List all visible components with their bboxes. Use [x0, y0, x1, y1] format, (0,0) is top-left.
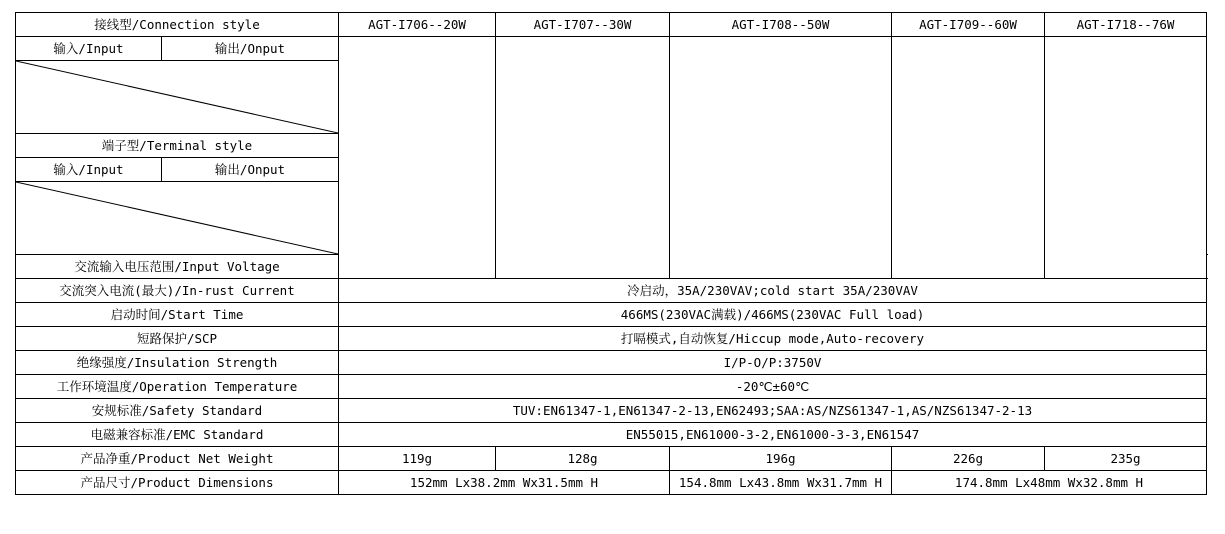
spec-row — [16, 279, 1207, 303]
model-image-cell — [339, 37, 496, 279]
spec-value: TUV:EN61347-1,EN61347-2-13,EN62493;SAA:AS/NZS61347-1,AS/NZS61347-2-13 — [339, 399, 1207, 423]
spec-row — [16, 351, 1207, 375]
model-image-cell — [892, 37, 1045, 279]
spec-row — [16, 375, 1207, 399]
dimensions-row — [16, 471, 1207, 495]
terminal-input-label: 输入/Input — [16, 158, 162, 182]
spec-label: 电磁兼容标准/EMC Standard — [16, 423, 339, 447]
model-header: AGT-I718--76W — [1045, 13, 1207, 37]
spec-row — [16, 423, 1207, 447]
model-header: AGT-I706--20W — [339, 13, 496, 37]
model-image-cell — [496, 37, 670, 279]
dimensions-label: 产品尺寸/Product Dimensions — [16, 471, 339, 495]
weight-value: 196g — [670, 447, 892, 471]
spec-value: EN55015,EN61000-3-2,EN61000-3-3,EN61547 — [339, 423, 1207, 447]
header-row — [16, 13, 1207, 37]
dimensions-value: 154.8mm Lx43.8mm Wx31.7mm H — [670, 471, 892, 495]
spec-value: 打嗝模式,自动恢复/Hiccup mode,Auto-recovery — [339, 327, 1207, 351]
spec-value: -20℃±60℃ — [339, 375, 1207, 399]
diagonal-line — [16, 182, 338, 254]
connection-diagram-cell — [16, 61, 339, 134]
weight-value: 119g — [339, 447, 496, 471]
connection-io-row — [16, 37, 1207, 61]
model-header: AGT-I709--60W — [892, 13, 1045, 37]
model-header: AGT-I708--50W — [670, 13, 892, 37]
connection-input-label: 输入/Input — [16, 37, 162, 61]
spec-row — [16, 327, 1207, 351]
spec-label: 安规标准/Safety Standard — [16, 399, 339, 423]
spec-label: 绝缘强度/Insulation Strength — [16, 351, 339, 375]
connection-style-header: 接线型/Connection style — [16, 13, 339, 37]
spec-row — [16, 399, 1207, 423]
model-header: AGT-I707--30W — [496, 13, 670, 37]
spec-label: 工作环境温度/Operation Temperature — [16, 375, 339, 399]
model-image-cell — [670, 37, 892, 279]
terminal-output-label: 输出/Onput — [162, 158, 339, 182]
spec-label: 交流突入电流(最大)/In-rust Current — [16, 279, 339, 303]
spec-label: 启动时间/Start Time — [16, 303, 339, 327]
model-image-cell — [1045, 37, 1207, 279]
diagonal-line — [16, 61, 338, 133]
weight-value: 128g — [496, 447, 670, 471]
weight-value: 226g — [892, 447, 1045, 471]
dimensions-value: 174.8mm Lx48mm Wx32.8mm H — [892, 471, 1207, 495]
spec-label: 短路保护/SCP — [16, 327, 339, 351]
spec-row — [16, 303, 1207, 327]
weight-label: 产品净重/Product Net Weight — [16, 447, 339, 471]
terminal-style-title: 端子型/Terminal style — [16, 134, 339, 158]
connection-output-label: 输出/Onput — [162, 37, 339, 61]
spec-value: 466MS(230VAC满载)/466MS(230VAC Full load) — [339, 303, 1207, 327]
dimensions-value: 152mm Lx38.2mm Wx31.5mm H — [339, 471, 670, 495]
spec-value: 冷启动，35A/230VAV;cold start 35A/230VAV — [339, 279, 1207, 303]
terminal-diagram-cell — [16, 182, 339, 255]
weight-row — [16, 447, 1207, 471]
weight-value: 235g — [1045, 447, 1207, 471]
spec-label: 交流输入电压范围/Input Voltage — [16, 255, 339, 279]
spec-value: I/P-O/P:3750V — [339, 351, 1207, 375]
spec-table — [15, 12, 1207, 495]
